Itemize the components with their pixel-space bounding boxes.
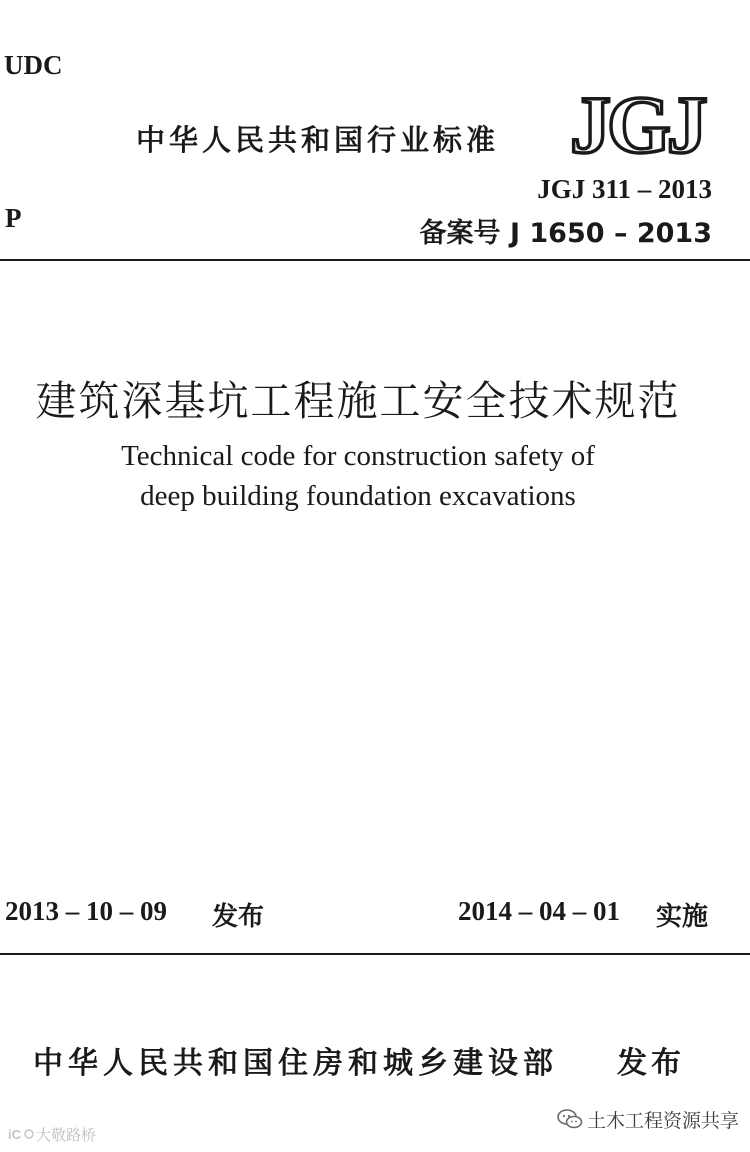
publisher-name: 中华人民共和国住房和城乡建设部 [33,1046,558,1081]
title-english-line2: deep building foundation excavations [140,480,576,512]
jgj-logo-text: JGJ [570,79,704,158]
udc-label: UDC [4,50,63,80]
svg-text:iC: iC [8,1127,21,1142]
implementation-label: 实施 [656,902,709,932]
watermark-right-text: 土木工程资源共享 [587,1110,740,1132]
ic-logo-icon [8,1126,34,1142]
header-divider [0,259,750,261]
publish-label: 发布 [617,1046,685,1081]
issue-date: 2013 – 10 – 09 [5,896,167,926]
title-chinese: 建筑深基坑工程施工安全技术规范 [35,377,681,425]
footer-divider [0,953,750,955]
implementation-date: 2014 – 04 – 01 [458,896,620,926]
title-english-line1: Technical code for construction safety of [121,440,595,472]
watermark-left-text: 大敬路桥 [36,1126,97,1144]
issue-label: 发布 [212,902,265,932]
record-number: 备案号 J 1650 – 2013 [419,218,712,249]
standard-code: JGJ 311 – 2013 [537,174,712,204]
classification-mark: P [5,203,22,233]
jgj-logo [568,78,718,158]
standard-category: 中华人民共和国行业标准 [136,123,500,157]
wechat-icon [556,1108,584,1130]
